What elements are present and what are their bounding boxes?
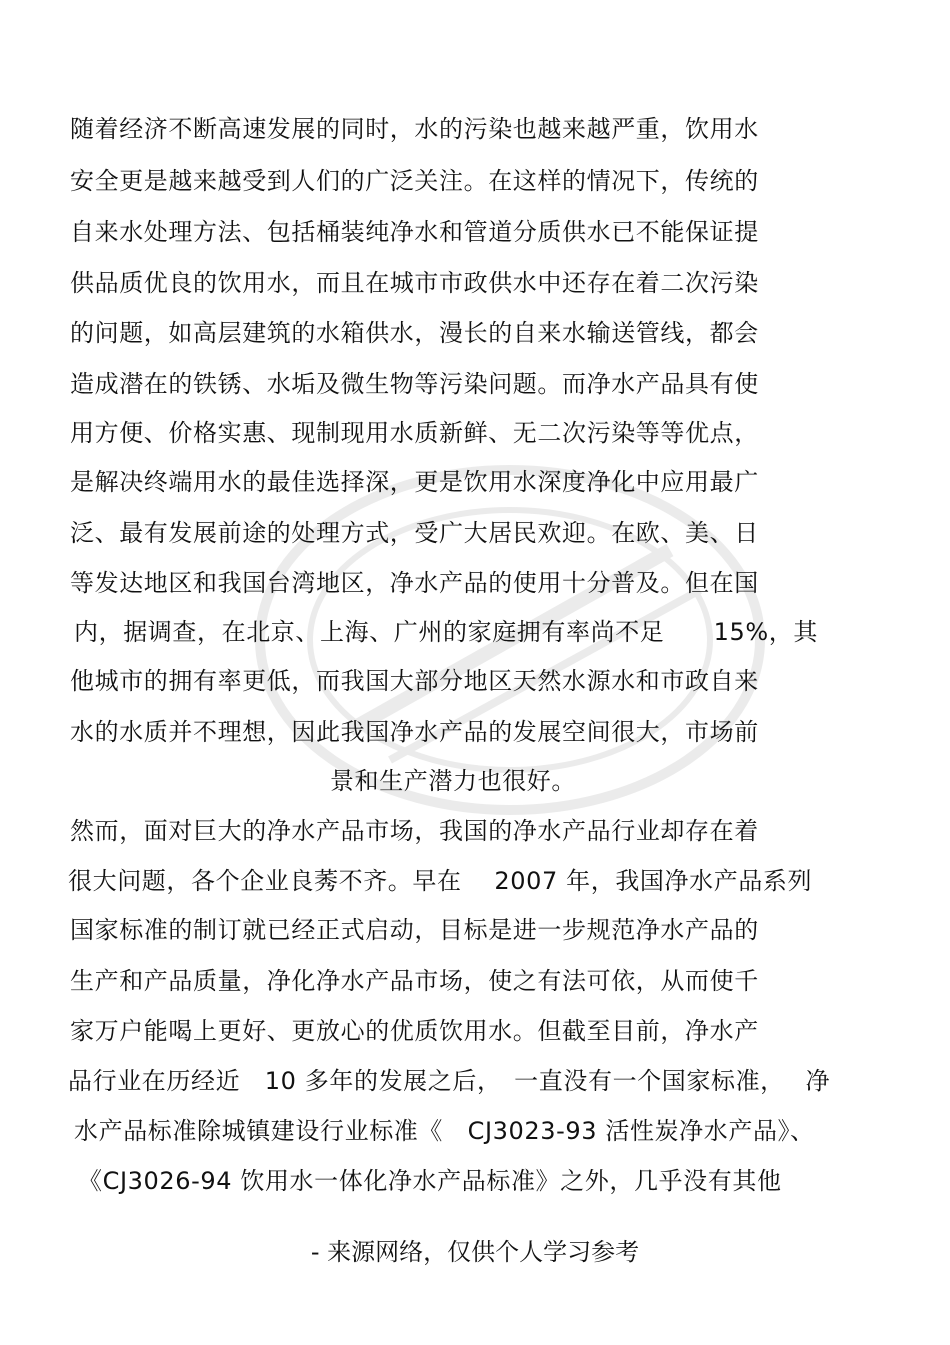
paragraph2-line-5: 家万户能喝上更好、更放心的优质饮用水。但截至目前，净水产 <box>70 1017 759 1045</box>
paragraph1-line-9: 泛、最有发展前途的处理方式，受广大居民欢迎。在欧、美、日 <box>70 519 759 547</box>
paragraph2-line-1: 然而，面对巨大的净水产品市场，我国的净水产品行业却存在着 <box>70 817 759 845</box>
paragraph2-line-7: 水产品标准除城镇建设行业标准《 CJ3023-93 活性炭净水产品》、 <box>74 1117 815 1145</box>
paragraph1-line-14: 景和生产潜力也很好。 <box>330 767 576 795</box>
paragraph1-line-13: 水的水质并不理想，因此我国净水产品的发展空间很大，市场前 <box>70 718 759 746</box>
paragraph2-line-2: 很大问题，各个企业良莠不齐。早在 2007 年，我国净水产品系列 <box>68 867 813 895</box>
source-footer: - 来源网络，仅供个人学习参考 <box>310 1238 640 1266</box>
paragraph1-line-1: 随着经济不断高速发展的同时，水的污染也越来越严重，饮用水 <box>70 115 759 143</box>
paragraph1-line-5: 的问题，如高层建筑的水箱供水，漫长的自来水输送管线，都会 <box>70 319 759 347</box>
paragraph1-line-10: 等发达地区和我国台湾地区，净水产品的使用十分普及。但在国 <box>70 569 759 597</box>
paragraph1-line-7: 用方便、价格实惠、现制现用水质新鲜、无二次污染等等优点， <box>70 419 759 447</box>
paragraph1-line-4: 供品质优良的饮用水，而且在城市市政供水中还存在着二次污染 <box>70 269 759 297</box>
paragraph1-line-12: 他城市的拥有率更低，而我国大部分地区天然水源水和市政自来 <box>70 667 759 695</box>
paragraph2-line-6: 品行业在历经近 10 多年的发展之后， 一直没有一个国家标准， 净 <box>68 1067 831 1095</box>
paragraph2-line-4: 生产和产品质量，净化净水产品市场，使之有法可依，从而使千 <box>70 967 759 995</box>
paragraph2-line-8: 《CJ3026-94 饮用水一体化净水产品标准》之外，几乎没有其他 <box>78 1167 782 1195</box>
paragraph1-line-3: 自来水处理方法、包括桶装纯净水和管道分质供水已不能保证提 <box>70 218 759 246</box>
paragraph1-line-11: 内，据调查，在北京、上海、广州的家庭拥有率尚不足 15%，其 <box>74 618 818 646</box>
paragraph1-line-6: 造成潜在的铁锈、水垢及微生物等污染问题。而净水产品具有使 <box>70 370 759 398</box>
paragraph1-line-2: 安全更是越来越受到人们的广泛关注。在这样的情况下，传统的 <box>70 167 759 195</box>
paragraph1-line-8: 是解决终端用水的最佳选择深，更是饮用水深度净化中应用最广 <box>70 468 759 496</box>
paragraph2-line-3: 国家标准的制订就已经正式启动，目标是进一步规范净水产品的 <box>70 916 759 944</box>
